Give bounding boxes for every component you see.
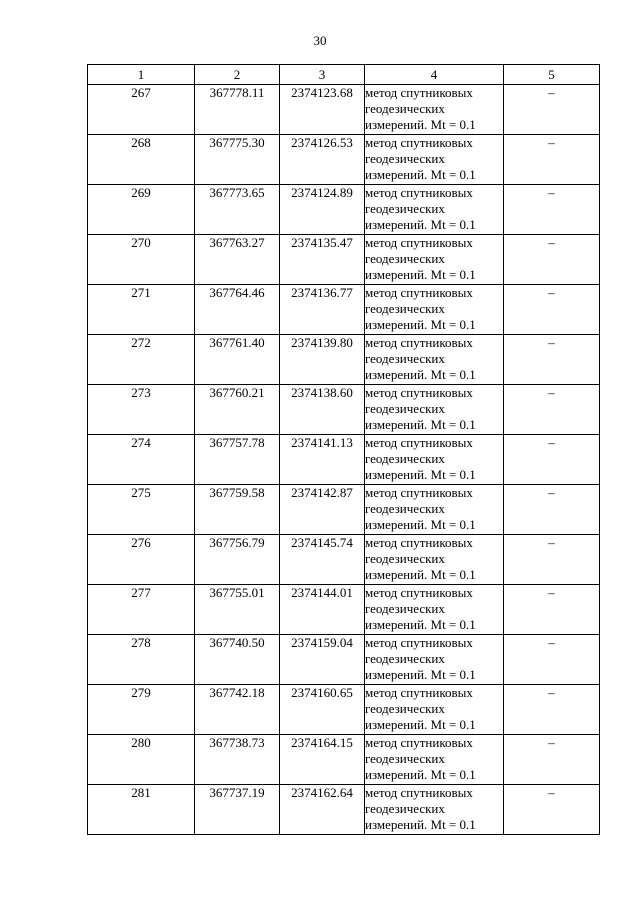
method-line: геодезических	[365, 351, 445, 366]
note-cell: –	[504, 785, 600, 835]
point-number-cell: 277	[88, 585, 195, 635]
method-line: геодезических	[365, 551, 445, 566]
method-line: измерений. Mt = 0.1	[365, 617, 476, 632]
method-line: метод спутниковых	[365, 285, 473, 300]
table-row	[88, 585, 600, 635]
page-number: 30	[313, 33, 327, 48]
method-cell	[365, 135, 504, 185]
y-coordinate-cell: 2374164.15	[280, 735, 365, 785]
method-line: измерений. Mt = 0.1	[365, 317, 476, 332]
method-line: геодезических	[365, 151, 445, 166]
point-number-cell: 272	[88, 335, 195, 385]
table-row	[88, 235, 600, 285]
table-row	[88, 85, 600, 135]
method-line: геодезических	[365, 101, 445, 116]
note-cell: –	[504, 685, 600, 735]
method-line: измерений. Mt = 0.1	[365, 767, 476, 782]
method-cell	[365, 735, 504, 785]
note-cell: –	[504, 285, 600, 335]
method-cell	[365, 85, 504, 135]
coordinates-table	[87, 64, 600, 835]
table-row	[88, 685, 600, 735]
method-line: измерений. Mt = 0.1	[365, 117, 476, 132]
note-cell: –	[504, 335, 600, 385]
y-coordinate-cell: 2374144.01	[280, 585, 365, 635]
method-line: геодезических	[365, 801, 445, 816]
note-cell: –	[504, 85, 600, 135]
y-coordinate-cell: 2374123.68	[280, 85, 365, 135]
point-number-cell: 275	[88, 485, 195, 535]
note-cell: –	[504, 435, 600, 485]
table-row	[88, 185, 600, 235]
method-cell	[365, 435, 504, 485]
method-line: измерений. Mt = 0.1	[365, 717, 476, 732]
y-coordinate-cell: 2374145.74	[280, 535, 365, 585]
note-cell: –	[504, 135, 600, 185]
y-coordinate-cell: 2374142.87	[280, 485, 365, 535]
table-row	[88, 635, 600, 685]
point-number-cell: 267	[88, 85, 195, 135]
method-line: геодезических	[365, 201, 445, 216]
x-coordinate-cell: 367742.18	[195, 685, 280, 735]
table-header-row	[88, 65, 600, 85]
point-number-cell: 278	[88, 635, 195, 685]
method-cell	[365, 585, 504, 635]
x-coordinate-cell: 367764.46	[195, 285, 280, 335]
method-line: измерений. Mt = 0.1	[365, 517, 476, 532]
x-coordinate-cell: 367759.58	[195, 485, 280, 535]
point-number-cell: 279	[88, 685, 195, 735]
y-coordinate-cell: 2374141.13	[280, 435, 365, 485]
y-coordinate-cell: 2374139.80	[280, 335, 365, 385]
y-coordinate-cell: 2374135.47	[280, 235, 365, 285]
x-coordinate-cell: 367755.01	[195, 585, 280, 635]
method-line: метод спутниковых	[365, 635, 473, 650]
point-number-cell: 276	[88, 535, 195, 585]
x-coordinate-cell: 367773.65	[195, 185, 280, 235]
point-number-cell: 268	[88, 135, 195, 185]
method-line: метод спутниковых	[365, 785, 473, 800]
method-cell	[365, 235, 504, 285]
note-cell: –	[504, 185, 600, 235]
y-coordinate-cell: 2374162.64	[280, 785, 365, 835]
method-line: метод спутниковых	[365, 435, 473, 450]
x-coordinate-cell: 367761.40	[195, 335, 280, 385]
x-coordinate-cell: 367778.11	[195, 85, 280, 135]
table-row	[88, 785, 600, 835]
x-coordinate-cell: 367763.27	[195, 235, 280, 285]
method-line: метод спутниковых	[365, 235, 473, 250]
method-cell	[365, 335, 504, 385]
method-cell	[365, 285, 504, 335]
method-line: измерений. Mt = 0.1	[365, 167, 476, 182]
method-line: метод спутниковых	[365, 185, 473, 200]
column-header-5: 5	[504, 65, 600, 85]
x-coordinate-cell: 367760.21	[195, 385, 280, 435]
method-cell	[365, 785, 504, 835]
x-coordinate-cell: 367740.50	[195, 635, 280, 685]
y-coordinate-cell: 2374136.77	[280, 285, 365, 335]
method-line: геодезических	[365, 451, 445, 466]
y-coordinate-cell: 2374124.89	[280, 185, 365, 235]
note-cell: –	[504, 385, 600, 435]
method-line: метод спутниковых	[365, 535, 473, 550]
method-line: измерений. Mt = 0.1	[365, 467, 476, 482]
x-coordinate-cell: 367738.73	[195, 735, 280, 785]
method-line: метод спутниковых	[365, 685, 473, 700]
y-coordinate-cell: 2374138.60	[280, 385, 365, 435]
method-cell	[365, 635, 504, 685]
method-cell	[365, 185, 504, 235]
point-number-cell: 269	[88, 185, 195, 235]
point-number-cell: 274	[88, 435, 195, 485]
note-cell: –	[504, 635, 600, 685]
method-line: измерений. Mt = 0.1	[365, 417, 476, 432]
point-number-cell: 270	[88, 235, 195, 285]
method-line: измерений. Mt = 0.1	[365, 667, 476, 682]
method-line: геодезических	[365, 651, 445, 666]
method-cell	[365, 685, 504, 735]
x-coordinate-cell: 367757.78	[195, 435, 280, 485]
x-coordinate-cell: 367775.30	[195, 135, 280, 185]
y-coordinate-cell: 2374159.04	[280, 635, 365, 685]
method-line: метод спутниковых	[365, 135, 473, 150]
note-cell: –	[504, 735, 600, 785]
x-coordinate-cell: 367756.79	[195, 535, 280, 585]
method-line: измерений. Mt = 0.1	[365, 567, 476, 582]
table-row	[88, 485, 600, 535]
table-row	[88, 135, 600, 185]
method-line: геодезических	[365, 701, 445, 716]
method-line: метод спутниковых	[365, 485, 473, 500]
point-number-cell: 273	[88, 385, 195, 435]
method-line: метод спутниковых	[365, 585, 473, 600]
table-row	[88, 735, 600, 785]
column-header-2: 2	[195, 65, 280, 85]
note-cell: –	[504, 585, 600, 635]
method-line: геодезических	[365, 751, 445, 766]
table-row	[88, 535, 600, 585]
table-row	[88, 435, 600, 485]
column-header-1: 1	[88, 65, 195, 85]
method-line: измерений. Mt = 0.1	[365, 367, 476, 382]
note-cell: –	[504, 485, 600, 535]
table-row	[88, 335, 600, 385]
method-line: метод спутниковых	[365, 385, 473, 400]
method-line: геодезических	[365, 601, 445, 616]
x-coordinate-cell: 367737.19	[195, 785, 280, 835]
method-line: метод спутниковых	[365, 85, 473, 100]
column-header-4: 4	[365, 65, 504, 85]
method-line: метод спутниковых	[365, 735, 473, 750]
note-cell: –	[504, 235, 600, 285]
y-coordinate-cell: 2374160.65	[280, 685, 365, 735]
method-line: измерений. Mt = 0.1	[365, 817, 476, 832]
table-body	[88, 85, 600, 835]
method-cell	[365, 535, 504, 585]
point-number-cell: 281	[88, 785, 195, 835]
method-cell	[365, 385, 504, 435]
method-line: измерений. Mt = 0.1	[365, 267, 476, 282]
table-row	[88, 385, 600, 435]
method-cell	[365, 485, 504, 535]
method-line: геодезических	[365, 251, 445, 266]
table-row	[88, 285, 600, 335]
note-cell: –	[504, 535, 600, 585]
method-line: геодезических	[365, 401, 445, 416]
column-header-3: 3	[280, 65, 365, 85]
method-line: измерений. Mt = 0.1	[365, 217, 476, 232]
method-line: геодезических	[365, 501, 445, 516]
method-line: геодезических	[365, 301, 445, 316]
y-coordinate-cell: 2374126.53	[280, 135, 365, 185]
point-number-cell: 271	[88, 285, 195, 335]
point-number-cell: 280	[88, 735, 195, 785]
method-line: метод спутниковых	[365, 335, 473, 350]
